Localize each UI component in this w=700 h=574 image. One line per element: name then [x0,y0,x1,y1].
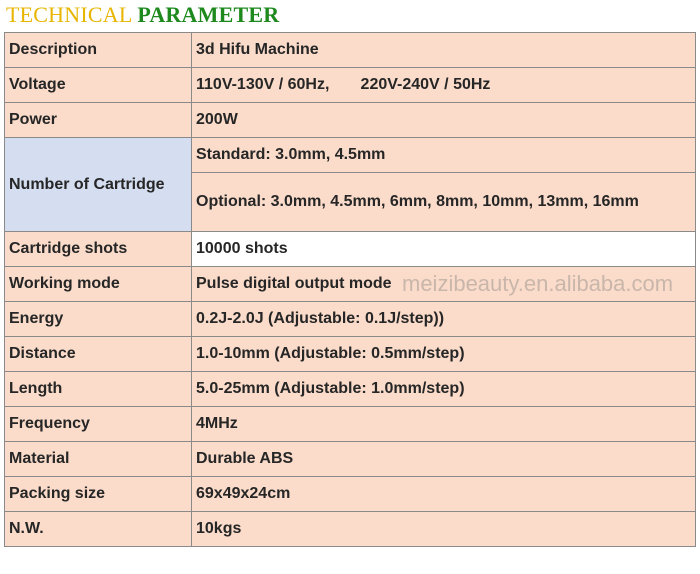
row-value: 0.2J-2.0J (Adjustable: 0.1J/step)) [192,302,696,337]
row-label: Frequency [5,407,192,442]
row-label: Length [5,372,192,407]
title-part-parameter: PARAMETER [137,2,280,27]
row-label: Number of Cartridge [5,138,192,232]
row-label: Voltage [5,68,192,103]
table-row [5,68,696,103]
row-label: Working mode [5,267,192,302]
row-label: Material [5,442,192,477]
row-label: Cartridge shots [5,232,192,267]
row-value: Pulse digital output mode [192,267,696,302]
parameter-table [4,32,696,547]
row-label: Packing size [5,477,192,512]
table-row [5,302,696,337]
row-label: Description [5,33,192,68]
row-value: 69x49x24cm [192,477,696,512]
table-row [5,138,696,173]
row-value: 5.0-25mm (Adjustable: 1.0mm/step) [192,372,696,407]
row-value: 3d Hifu Machine [192,33,696,68]
page-title [6,2,279,28]
row-label: Distance [5,337,192,372]
table-row [5,512,696,547]
row-value: 110V-130V / 60Hz, 220V-240V / 50Hz [192,68,696,103]
watermark: meizibeauty.en.alibaba.com [402,271,674,296]
table-row [5,442,696,477]
row-value: 10000 shots [192,232,696,267]
row-value: 4MHz [192,407,696,442]
table-row [5,103,696,138]
title-part-technical: TECHNICAL [6,2,132,27]
row-label: Power [5,103,192,138]
row-label: Energy [5,302,192,337]
table-row [5,372,696,407]
table-row [5,232,696,267]
row-value-optional: Optional: 3.0mm, 4.5mm, 6mm, 8mm, 10mm, 13mm, 16mm [192,173,696,232]
row-value: 200W [192,103,696,138]
table-row [5,267,696,302]
table-row [5,337,696,372]
row-value: 1.0-10mm (Adjustable: 0.5mm/step) [192,337,696,372]
row-value: 10kgs [192,512,696,547]
row-label: N.W. [5,512,192,547]
table-row [5,33,696,68]
row-value-standard: Standard: 3.0mm, 4.5mm [192,138,696,173]
table-row [5,477,696,512]
table-row [5,407,696,442]
row-value: Durable ABS [192,442,696,477]
